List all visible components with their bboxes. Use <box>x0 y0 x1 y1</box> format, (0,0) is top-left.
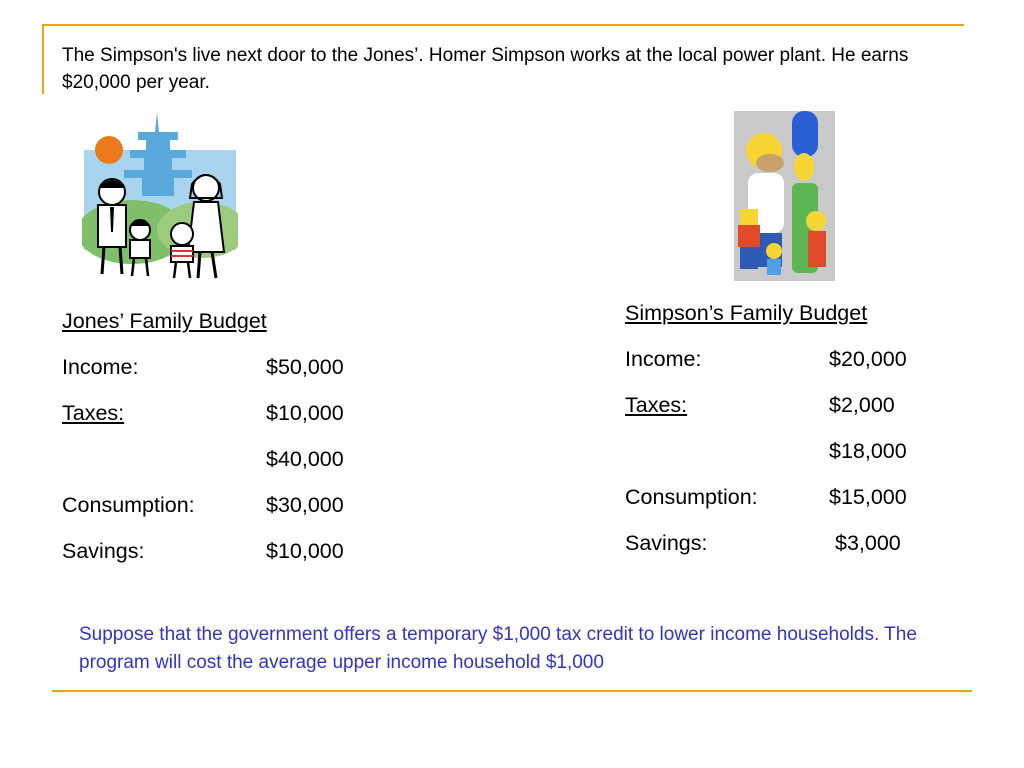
jones-budget <box>62 308 382 584</box>
row-value: $50,000 <box>266 355 344 379</box>
jones-after-tax-row <box>62 446 382 492</box>
row-value: $15,000 <box>829 485 907 509</box>
row-value: $2,000 <box>829 393 895 417</box>
row-label: Savings: <box>625 531 708 555</box>
row-label: Taxes: <box>62 401 125 425</box>
jones-budget-title: Jones’ Family Budget <box>62 309 267 333</box>
jones-income-row <box>62 354 382 400</box>
row-label: Income: <box>62 355 139 379</box>
row-value: $40,000 <box>266 447 344 471</box>
intro-text: The Simpson's live next door to the Jones’. Homer Simpson works at the local power plant. He earns $20,000 per year. <box>62 45 909 93</box>
row-value: $10,000 <box>266 539 344 563</box>
simpsons-family-image <box>734 111 835 281</box>
simpson-budget-title: Simpson’s Family Budget <box>625 301 868 325</box>
jones-taxes-row <box>62 400 358 446</box>
bottom-rule <box>52 690 972 692</box>
row-label: Savings: <box>62 539 145 563</box>
simpson-savings-row <box>625 530 945 576</box>
row-label: Income: <box>625 347 702 371</box>
row-label: Consumption: <box>625 485 758 509</box>
row-value: $3,000 <box>835 531 901 555</box>
simpson-consumption-row <box>625 484 945 530</box>
simpson-after-tax-row <box>625 438 945 484</box>
top-rule <box>42 24 964 26</box>
row-value: $30,000 <box>266 493 344 517</box>
left-rule <box>42 24 44 94</box>
jones-consumption-row <box>62 492 382 538</box>
simpson-income-row <box>625 346 945 392</box>
row-value: $18,000 <box>829 439 907 463</box>
row-value: $20,000 <box>829 347 907 371</box>
row-value: $10,000 <box>266 401 344 425</box>
family-clipart-image <box>82 112 238 284</box>
row-label: Taxes: <box>625 393 688 417</box>
scenario-note: Suppose that the government offers a temporary $1,000 tax credit to lower income households. The program will cost the average upper income household $1,000 <box>79 624 917 673</box>
simpson-budget <box>625 300 945 576</box>
row-label: Consumption: <box>62 493 195 517</box>
simpson-taxes-row <box>625 392 907 438</box>
jones-savings-row <box>62 538 382 584</box>
